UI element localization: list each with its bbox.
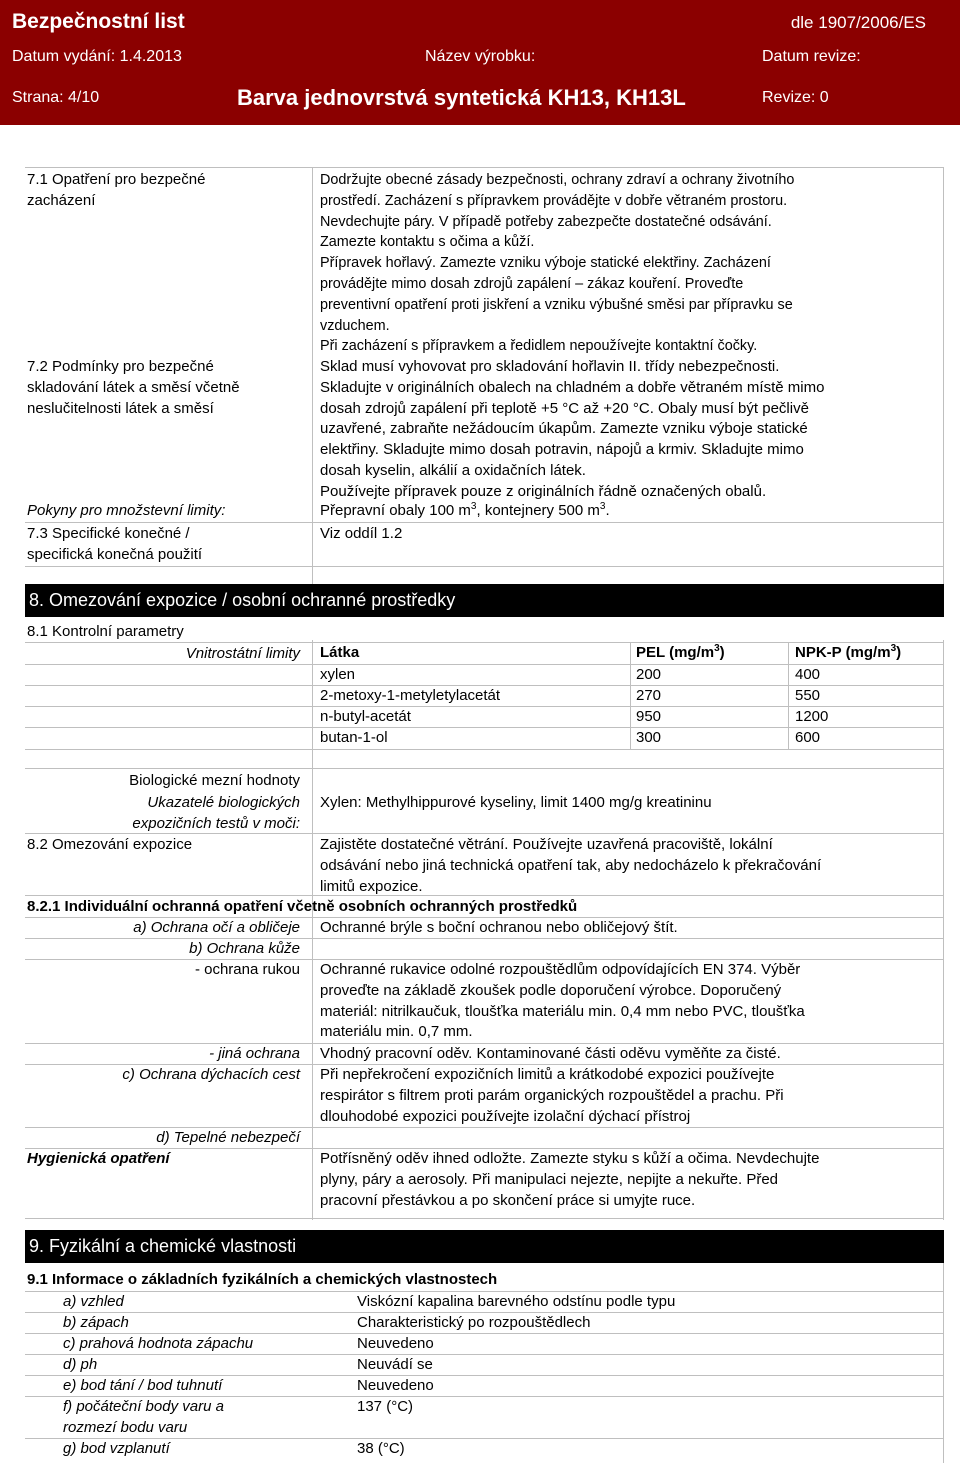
table-cell: 1200 <box>795 708 829 725</box>
bio-limits-label: Biologické mezní hodnoty <box>129 772 300 789</box>
quantity-limits-text: Přepravní obaly 100 $m^3$, kontejnery 500 $m^3$. <box>320 501 610 519</box>
respiratory-protection-text: Při nepřekročení expozičních limitů a krátkodobé expozici používejte respirátor s filtrem proti parám organických rozpouštědel a prachu. Při dlouhodobé expozici používejte izolační dýchací přístroj <box>320 1066 784 1125</box>
table-header-npk: NPK-P $(mg/m^3)$ <box>795 643 902 661</box>
property-value: Neuvádí se <box>357 1356 433 1373</box>
table-cell: 200 <box>636 666 662 683</box>
product-label: Název výrobku: <box>425 48 536 65</box>
property-label: a) vzhled <box>63 1293 124 1310</box>
property-value: Charakteristický po rozpouštědlech <box>357 1314 591 1331</box>
divider <box>312 167 313 587</box>
issue-date: Datum vydání: 1.4.2013 <box>12 48 182 65</box>
regulation: dle 1907/2006/ES <box>790 13 926 32</box>
section-7-3-text: Viz oddíl 1.2 <box>320 525 403 542</box>
table-cell: 300 <box>636 729 662 746</box>
table-header-pel: PEL $(mg/m^3)$ <box>636 643 725 661</box>
divider <box>788 642 789 749</box>
revision-date-label: Datum revize: <box>762 48 861 65</box>
property-value: Neuvedeno <box>357 1335 434 1352</box>
national-limits-label: Vnitrostátní limity <box>185 645 300 662</box>
table-cell: 400 <box>795 666 821 683</box>
divider <box>630 642 631 749</box>
section-7-1-text: Dodržujte obecné zásady bezpečnosti, ochrany zdraví a ochrany životního prostředí. Zacházení s přípravkem provádějte v dobře větraném prostoru. Nevdechujte páry. V případě potřeby zabezpečte dostatečné odsávání. Zamezte kontaktu s očima a kůží. Přípravek hořlavý. Zamezte vzniku výboje statické elektřiny. Zacházení provádějte mimo dosah zdrojů zapálení – zákaz kouření. Proveďte preventivní opatření proti jiskření a vzniku výbušné směsi par přípravku se vzduchem. Při zacházení s přípravkem a ředidlem nepoužívejte kontaktní čočky. <box>320 172 795 355</box>
divider <box>943 1263 944 1463</box>
divider <box>943 167 944 587</box>
hand-protection-text: Ochranné rukavice odolné rozpouštědlům odpovídajících EN 374. Výběr proveďte na základě zkoušek podle doporučení výrobce. Doporučený materiál: nitrilkaučuk, tloušťka materiálu min. 0,4 mm nebo PVC, tloušťka materiálu min. 0,7 mm. <box>320 961 805 1041</box>
document-header <box>0 0 960 125</box>
divider <box>25 1354 944 1355</box>
property-label: rozmezí bodu varu <box>63 1419 188 1436</box>
other-protection-label: - jiná ochrana <box>209 1045 300 1062</box>
hygiene-label: Hygienická opatření <box>27 1150 170 1167</box>
property-label: e) bod tání / bod tuhnutí <box>63 1377 223 1394</box>
property-value: 38 (°C) <box>357 1440 405 1457</box>
section-8-2-1-title: 8.2.1 Individuální ochranná opatření včetně osobních ochranných prostředků <box>27 898 578 915</box>
skin-protection-label: b) Ochrana kůže <box>189 940 300 957</box>
page-number: Strana: 4/10 <box>12 89 100 106</box>
hand-protection-label: - ochrana rukou <box>194 961 300 978</box>
section-7-2-label: 7.2 Podmínky pro bezpečné skladování látek a směsí včetně neslučitelnosti látek a směsí <box>27 358 240 417</box>
divider <box>25 768 944 769</box>
table-cell: 270 <box>636 687 662 704</box>
hygiene-text: Potřísněný oděv ihned odložte. Zamezte styku s kůží a očima. Nevdechujte plyny, páry a aerosoly. Při manipulaci nejezte, nepijte a nekuřte. Před pracovní přestávkou a po skončení práce si umyjte ruce. <box>320 1150 820 1209</box>
divider <box>25 566 944 567</box>
section-9-heading: 9. Fyzikální a chemické vlastnosti <box>25 1230 944 1263</box>
revision: Revize: 0 <box>762 89 829 106</box>
divider <box>25 749 944 750</box>
section-7-1-label: 7.1 Opatření pro bezpečné zacházení <box>27 171 206 209</box>
bio-indicators-text: Xylen: Methylhippurové kyseliny, limit 1400 mg/g kreatininu <box>320 794 712 811</box>
property-label: c) prahová hodnota zápachu <box>63 1335 254 1352</box>
bio-indicators-label: Ukazatelé biologických expozičních testů v moči: <box>132 794 300 832</box>
divider <box>25 895 944 896</box>
section-7-2-text: Sklad musí vyhovovat pro skladování hořlavin II. třídy nebezpečnosti. Skladujte v originálních obalech na chladném a dobře větraném místě mimo dosah zdrojů zapálení při teplotě +5 °C až +20 °C. Obaly musí být pečlivě uzavřené, zabraňte nežádoucím úkapům. Zamezte vzniku výboje statické elektřiny. Skladujte mimo dosah potravin, nápojů a krmiv. Skladujte mimo dosah kyselin, alkálií a oxidačních látek. Používejte přípravek pouze z originálních řádně označených obalů. <box>320 358 825 500</box>
divider <box>25 1218 944 1219</box>
section-8-2-text: Zajistěte dostatečné větrání. Používejte uzavřená pracoviště, lokální odsávání nebo jiná technická opatření tak, aby nedocházelo k překračování limitů expozice. <box>320 836 822 895</box>
quantity-limits-label: Pokyny pro množstevní limity: <box>27 502 226 519</box>
section-8-1-title: 8.1 Kontrolní parametry <box>27 623 184 640</box>
section-8-2-label: 8.2 Omezování expozice <box>27 836 193 853</box>
eye-protection-label: a) Ochrana očí a obličeje <box>133 919 300 936</box>
thermal-hazard-label: d) Tepelné nebezpečí <box>156 1129 300 1146</box>
doc-title: Bezpečnostní list <box>12 10 185 33</box>
section-8-heading: 8. Omezování expozice / osobní ochranné prostředky <box>25 584 944 617</box>
divider <box>25 167 944 168</box>
table-cell: 600 <box>795 729 821 746</box>
section-7-3-label: 7.3 Specifické konečné / specifická konečná použití <box>27 525 203 563</box>
table-row: butan-1-ol <box>320 729 388 746</box>
property-value: Viskózní kapalina barevného odstínu podle typu <box>357 1293 676 1310</box>
property-value: Neuvedeno <box>357 1377 434 1394</box>
product-name: Barva jednovrstvá syntetická KH13, KH13L <box>237 85 686 110</box>
property-label: g) bod vzplanutí <box>63 1440 170 1457</box>
divider <box>25 833 944 834</box>
section-9-1-title: 9.1 Informace o základních fyzikálních a chemických vlastnostech <box>27 1271 498 1288</box>
property-label: d) ph <box>63 1356 98 1373</box>
table-cell: 550 <box>795 687 821 704</box>
table-row: 2-metoxy-1-metyletylacetát <box>320 687 501 704</box>
property-label: f) počáteční body varu a <box>63 1398 224 1415</box>
property-label: b) zápach <box>63 1314 129 1331</box>
table-row: xylen <box>320 666 356 683</box>
property-value: 137 (°C) <box>357 1398 414 1415</box>
divider <box>25 522 944 523</box>
eye-protection-text: Ochranné brýle s boční ochranou nebo obličejový štít. <box>320 919 678 936</box>
respiratory-protection-label: c) Ochrana dýchacích cest <box>122 1066 300 1083</box>
table-row: n-butyl-acetát <box>320 708 411 725</box>
table-header-substance: Látka <box>320 644 360 661</box>
other-protection-text: Vhodný pracovní oděv. Kontaminované části oděvu vyměňte za čisté. <box>320 1045 781 1062</box>
table-cell: 950 <box>636 708 662 725</box>
